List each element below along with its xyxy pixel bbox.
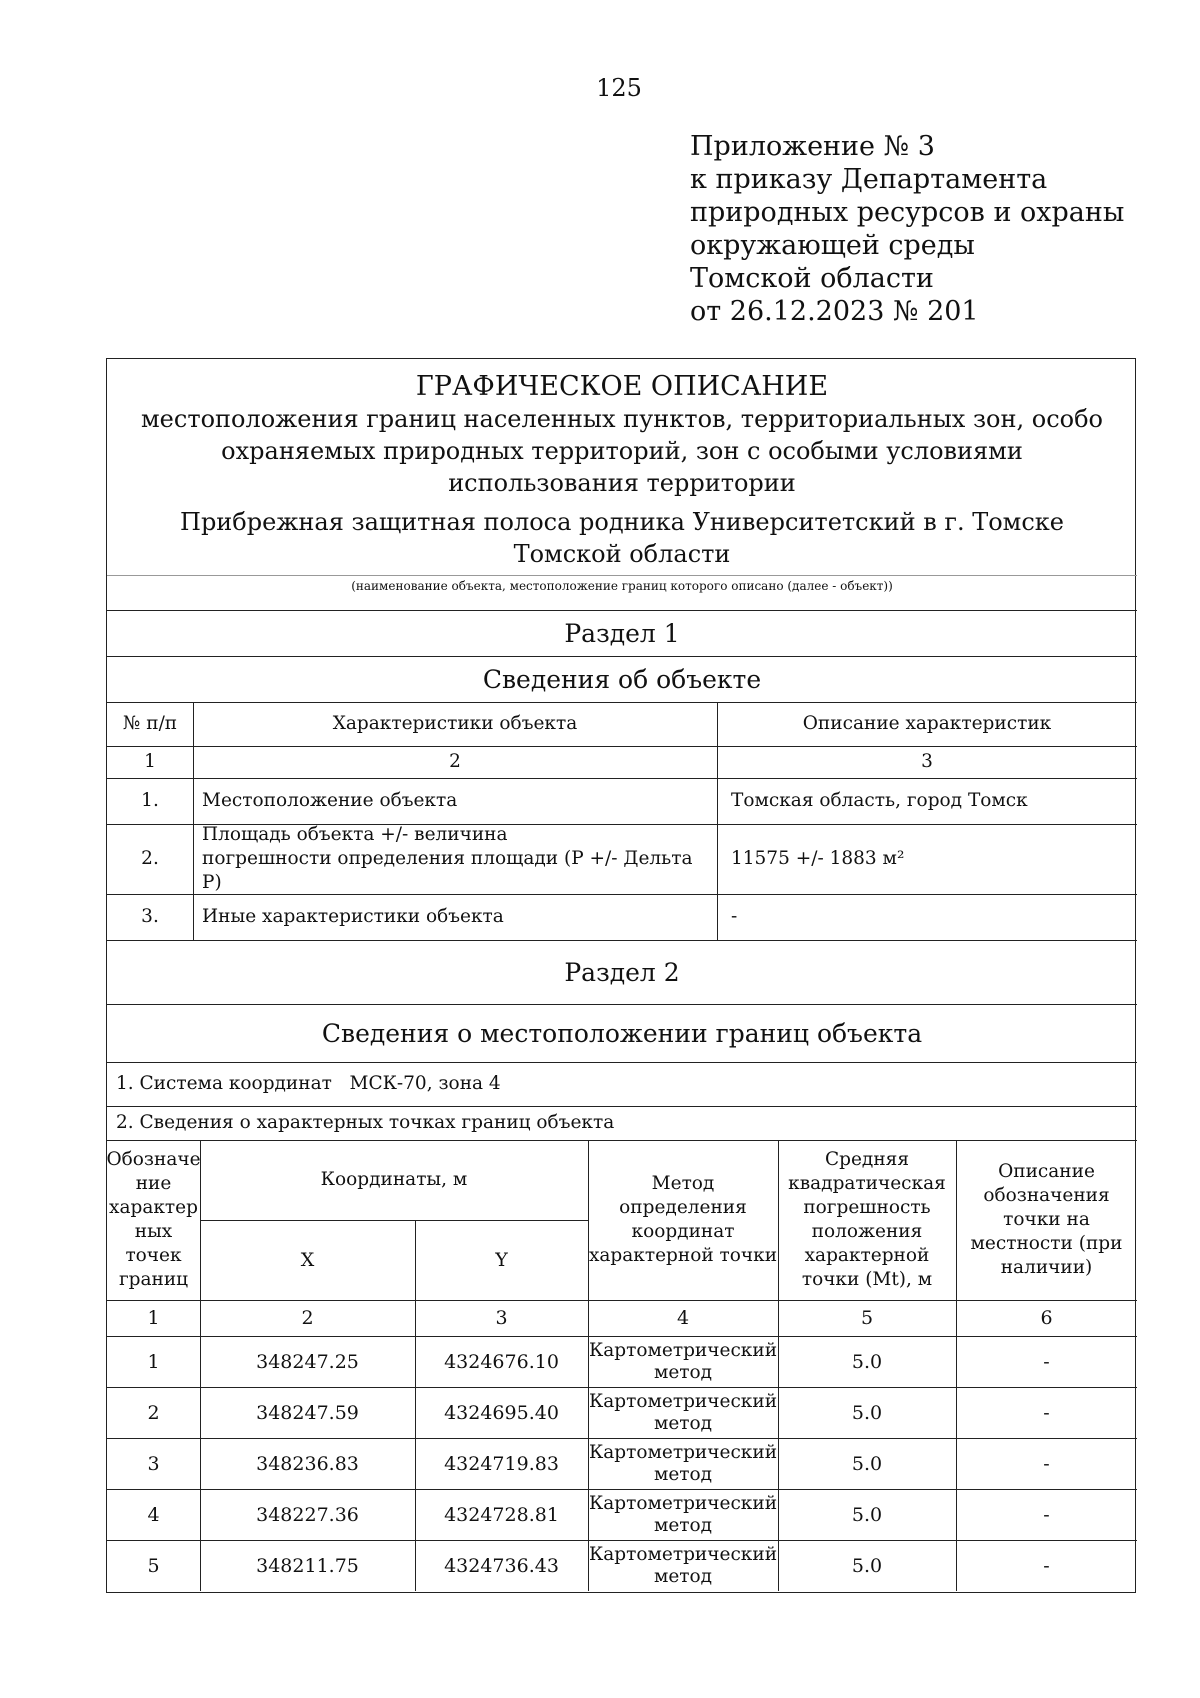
divider bbox=[956, 1140, 957, 1591]
point-mt: 5.0 bbox=[851, 1350, 883, 1373]
appendix-line: Томской области bbox=[690, 263, 934, 294]
point-mt: 5.0 bbox=[851, 1452, 883, 1475]
point-y: 4324728.81 bbox=[444, 1503, 559, 1526]
row-value: Томская область, город Томск bbox=[731, 790, 1028, 811]
point-mt: 5.0 bbox=[851, 1554, 883, 1577]
col-header-x: X bbox=[300, 1249, 315, 1271]
document-subtitle: местоположения границ населенных пунктов, территориальных зон, особо охраняемых природных территорий, зон с особыми условиями использования территории bbox=[141, 405, 1103, 497]
col-header-characteristic: Характеристики объекта bbox=[332, 713, 578, 734]
point-x: 348247.59 bbox=[256, 1401, 359, 1424]
point-x: 348236.83 bbox=[256, 1452, 359, 1475]
object-caption: (наименование объекта, местоположение границ которого описано (далее - объект)) bbox=[351, 579, 893, 593]
col-number: 5 bbox=[860, 1307, 874, 1329]
appendix-line: Приложение № 3 bbox=[690, 131, 935, 162]
appendix-line: природных ресурсов и охраны bbox=[690, 197, 1125, 228]
col-number: 2 bbox=[301, 1307, 314, 1329]
divider bbox=[778, 1140, 779, 1591]
col-number: 2 bbox=[449, 751, 461, 772]
point-method: Картометрический метод bbox=[588, 1492, 778, 1536]
point-id: 3 bbox=[147, 1452, 160, 1475]
point-x: 348227.36 bbox=[256, 1503, 359, 1526]
appendix-block bbox=[690, 130, 1124, 328]
point-id: 1 bbox=[147, 1350, 160, 1373]
point-description: - bbox=[1043, 1554, 1050, 1577]
divider bbox=[717, 702, 718, 940]
row-number: 3. bbox=[141, 906, 159, 927]
section2-subtitle: Сведения о местоположении границ объекта bbox=[321, 1018, 923, 1048]
row-value: - bbox=[731, 906, 738, 927]
row-value: 11575 +/- 1883 м² bbox=[731, 848, 905, 869]
point-id: 4 bbox=[147, 1503, 160, 1526]
divider bbox=[200, 1140, 201, 1591]
object-name: Прибрежная защитная полоса родника Университетский в г. Томске Томской области bbox=[180, 508, 1064, 568]
row-characteristic-line: погрешности определения площади (Р +/- Дельта Р) bbox=[202, 848, 693, 893]
row-characteristic: Иные характеристики объекта bbox=[202, 906, 504, 927]
point-description: - bbox=[1043, 1503, 1050, 1526]
point-id: 5 bbox=[147, 1554, 160, 1577]
coordinate-system: 1. Система координат МСК-70, зона 4 bbox=[116, 1073, 501, 1094]
row-number: 2. bbox=[141, 848, 159, 869]
row-characteristic bbox=[193, 824, 717, 894]
row-characteristic-line: Площадь объекта +/- величина bbox=[202, 824, 508, 845]
divider bbox=[107, 575, 1137, 576]
col-number: 6 bbox=[1040, 1307, 1053, 1329]
point-y: 4324736.43 bbox=[444, 1554, 559, 1577]
section2-title: Раздел 2 bbox=[564, 957, 680, 987]
col-number: 4 bbox=[676, 1307, 690, 1329]
col-header-error: Средняя квадратическая погрешность положения характерной точки (Mt), м bbox=[788, 1149, 946, 1290]
col-header-y: Y bbox=[495, 1249, 508, 1271]
document-title: ГРАФИЧЕСКОЕ ОПИСАНИЕ bbox=[415, 370, 829, 402]
col-number: 1 bbox=[147, 1307, 160, 1329]
point-id: 2 bbox=[147, 1401, 160, 1424]
point-y: 4324676.10 bbox=[444, 1350, 559, 1373]
document-frame bbox=[106, 358, 1136, 1593]
point-x: 348211.75 bbox=[256, 1554, 359, 1577]
col-header-num: № п/п bbox=[122, 713, 178, 734]
col-header-coordinates: Координаты, м bbox=[320, 1169, 468, 1190]
point-x: 348247.25 bbox=[256, 1350, 359, 1373]
point-mt: 5.0 bbox=[851, 1503, 883, 1526]
divider bbox=[415, 1220, 416, 1591]
point-method: Картометрический метод bbox=[588, 1543, 778, 1587]
row-number: 1. bbox=[141, 790, 159, 811]
section1-subtitle: Сведения об объекте bbox=[482, 664, 762, 694]
col-number: 3 bbox=[495, 1307, 508, 1329]
appendix-line: к приказу Департамента bbox=[690, 164, 1048, 195]
appendix-line: окружающей среды bbox=[690, 230, 975, 261]
point-description: - bbox=[1043, 1401, 1050, 1424]
col-header-designation: Обозначе ние характер ных точек границ bbox=[106, 1149, 201, 1290]
point-description: - bbox=[1043, 1350, 1050, 1373]
points-heading: 2. Сведения о характерных точках границ объекта bbox=[116, 1112, 615, 1133]
point-description: - bbox=[1043, 1452, 1050, 1475]
point-method: Картометрический метод bbox=[588, 1339, 778, 1383]
col-number: 1 bbox=[144, 751, 156, 772]
col-number: 3 bbox=[921, 751, 933, 772]
col-header-description: Описание характеристик bbox=[802, 713, 1052, 734]
col-header-method: Метод определения координат характерной точки bbox=[588, 1173, 778, 1266]
point-method: Картометрический метод bbox=[588, 1441, 778, 1485]
row-characteristic: Местоположение объекта bbox=[202, 790, 458, 811]
point-mt: 5.0 bbox=[851, 1401, 883, 1424]
divider bbox=[588, 1140, 589, 1591]
section1-title: Раздел 1 bbox=[564, 618, 680, 648]
point-method: Картометрический метод bbox=[588, 1390, 778, 1434]
point-y: 4324719.83 bbox=[444, 1452, 559, 1475]
page-number: 125 bbox=[596, 74, 642, 102]
col-header-point-description: Описание обозначения точки на местности (при наличии) bbox=[970, 1161, 1123, 1278]
divider bbox=[193, 702, 194, 940]
appendix-line: от 26.12.2023 № 201 bbox=[690, 296, 979, 327]
point-y: 4324695.40 bbox=[444, 1401, 559, 1424]
